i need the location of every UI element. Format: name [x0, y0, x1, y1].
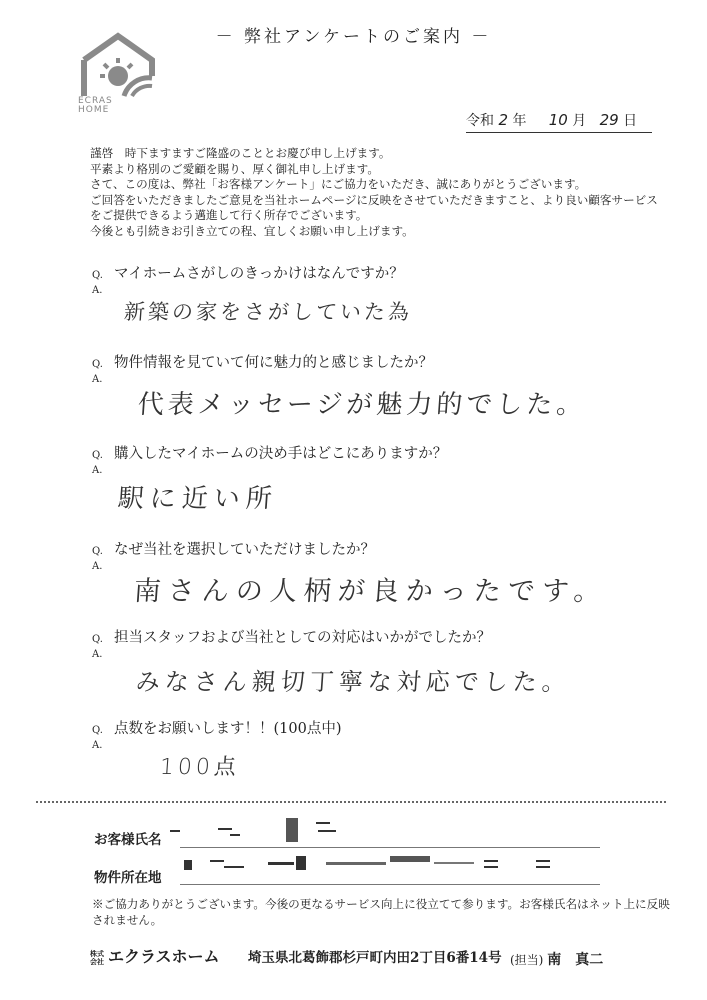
company-prefix: 株式会社 — [90, 949, 104, 966]
date-year-unit: 年 — [512, 113, 527, 129]
note-text: ※ご協力ありがとうございます。今後の更なるサービス向上に役立てて参ります。お客様氏名はネット上に反映されません。 — [92, 897, 670, 927]
staff-name: 南 真二 — [547, 952, 604, 968]
question-text: 購入したマイホームの決め手はどこにありますか？ — [114, 446, 448, 462]
answer-text: 100点 — [158, 755, 241, 780]
company-address: 埼玉県北葛飾郡杉戸町内田2丁目6番14号 — [248, 950, 502, 966]
answer-text: 駅に近い所 — [116, 484, 279, 514]
qa-item — [92, 538, 652, 572]
redacted-name — [170, 818, 370, 846]
question-text: なぜ当社を選択していただけましたか？ — [114, 542, 375, 558]
logo-text-line-1: ECRAS — [78, 96, 113, 106]
customer-name-line — [180, 847, 600, 848]
question-text: 点数をお願いします！！(100点中) — [114, 721, 342, 737]
company-name — [90, 944, 220, 967]
a-label: A. — [92, 374, 103, 385]
intro-line: をご提供できるよう邁進して行く所存でございます。 — [90, 208, 368, 223]
logo-text-line-2: HOME — [78, 105, 110, 115]
q-label: Q. — [92, 725, 103, 736]
property-address-label: 物件所在地 — [94, 870, 162, 886]
date-day: 29 — [599, 111, 619, 129]
qa-item — [92, 626, 652, 660]
q-label: Q. — [92, 270, 103, 281]
answer-text: 新築の家をさがしていた為 — [123, 300, 413, 324]
staff-info — [510, 949, 603, 969]
date-month-unit: 月 — [572, 113, 587, 129]
divider — [36, 801, 666, 803]
customer-name-label: お客様氏名 — [94, 832, 162, 848]
q-label: Q. — [92, 450, 103, 461]
q-label: Q. — [92, 546, 103, 557]
date-era: 令和 — [466, 113, 494, 129]
date-day-unit: 日 — [623, 113, 638, 129]
date-line — [466, 110, 652, 133]
property-address-line — [180, 884, 600, 885]
qa-item — [92, 351, 652, 385]
q-label: Q. — [92, 359, 103, 370]
question-text: 担当スタッフおよび当社としての対応はいかがでしたか？ — [114, 630, 491, 646]
logo-text — [78, 97, 113, 115]
page-title: － 弊社アンケートのご案内 － — [215, 27, 492, 47]
qa-item — [92, 262, 652, 296]
answer-text: みなさん親切丁寧な対応でした。 — [134, 668, 572, 696]
intro-line: 今後とも引続きお引き立ての程、宜しくお願い申し上げます。 — [90, 223, 414, 238]
company-name-text: エクラスホーム — [108, 947, 220, 966]
intro-line: ご回答をいただきましたご意見を当社ホームページに反映をさせていただきますこと、より良い顧客サービス — [90, 192, 658, 207]
date-month: 10 — [548, 111, 568, 129]
qa-item — [92, 717, 652, 751]
date-year: 2 — [498, 111, 508, 129]
a-label: A. — [92, 649, 103, 660]
a-label: A. — [92, 740, 103, 751]
question-text: マイホームさがしのきっかけはなんですか？ — [114, 266, 404, 282]
staff-label: (担当) — [510, 953, 544, 967]
a-label: A. — [92, 561, 103, 572]
answer-text: 南さんの人柄が良かったです。 — [132, 576, 609, 607]
redacted-address — [184, 852, 564, 880]
a-label: A. — [92, 285, 103, 296]
intro-line: さて、この度は、弊社「お客様アンケート」にご協力をいただき、誠にありがとうございます。 — [90, 177, 587, 192]
qa-item — [92, 442, 652, 476]
answer-text: 代表メッセージが魅力的でした。 — [136, 390, 588, 420]
question-text: 物件情報を見ていて何に魅力的と感じましたか？ — [114, 355, 433, 371]
a-label: A. — [92, 465, 103, 476]
intro-paragraph — [90, 146, 680, 240]
intro-line: 平素より格別のご愛顧を賜り、厚く御礼申し上げます。 — [90, 161, 379, 176]
q-label: Q. — [92, 634, 103, 645]
intro-line: 謹啓 時下ますますご隆盛のこととお慶び申し上げます。 — [90, 146, 391, 160]
